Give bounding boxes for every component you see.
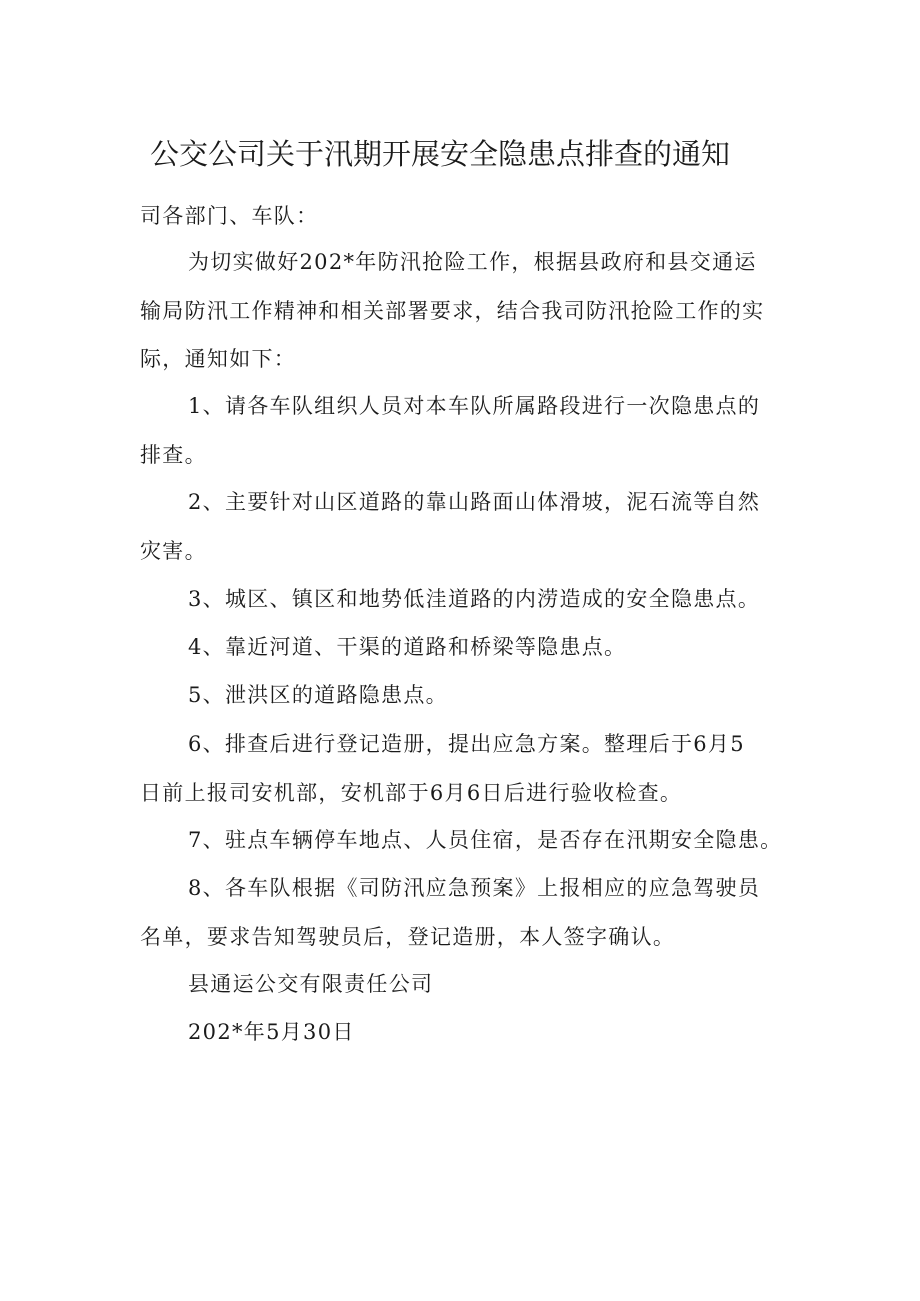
signature-block xyxy=(140,960,788,1009)
intro-paragraph xyxy=(140,238,788,384)
list-item-line: 4、靠近河道、干渠的道路和桥梁等隐患点。 xyxy=(188,635,627,659)
list-item-line: 6、排查后进行登记造册，提出应急方案。整理后于6月5 xyxy=(188,732,745,756)
list-item-line: 5、泄洪区的道路隐患点。 xyxy=(188,683,448,707)
list-item-2 xyxy=(140,478,788,575)
intro-line: 际，通知如下： xyxy=(140,347,297,371)
list-item-1 xyxy=(140,382,788,479)
salutation xyxy=(140,192,788,241)
list-item-line: 8、各车队根据《司防汛应急预案》上报相应的应急驾驶员 xyxy=(188,876,761,900)
list-item-line: 灾害。 xyxy=(140,538,207,563)
issue-date: 202*年5月30日 xyxy=(188,1020,355,1044)
list-item-line: 2、主要针对山区道路的靠山路面山体滑坡，泥石流等自然 xyxy=(188,490,761,514)
list-item-8 xyxy=(140,864,788,961)
list-item-line: 1、请各车队组织人员对本车队所属路段进行一次隐患点的 xyxy=(188,394,761,418)
list-item-line: 排查。 xyxy=(140,442,207,467)
list-item-4 xyxy=(140,623,788,672)
list-item-line: 3、城区、镇区和地势低洼道路的内涝造成的安全隐患点。 xyxy=(188,587,761,611)
intro-line: 为切实做好202*年防汛抢险工作，根据县政府和县交通运 xyxy=(188,250,757,274)
signer-name: 县通运公交有限责任公司 xyxy=(188,972,434,996)
list-item-line: 日前上报司安机部，安机部于6月6日后进行验收检查。 xyxy=(140,780,683,805)
list-item-3 xyxy=(140,575,788,624)
document-title: 公交公司关于汛期开展安全隐患点排查的通知 xyxy=(150,137,731,171)
date-block xyxy=(140,1008,788,1057)
list-item-7 xyxy=(140,816,788,865)
list-item-line: 7、驻点车辆停车地点、人员住宿，是否存在汛期安全隐患。 xyxy=(188,828,783,852)
list-item-line: 名单，要求告知驾驶员后，登记造册，本人签字确认。 xyxy=(140,924,676,949)
intro-line: 输局防汛工作精神和相关部署要求，结合我司防汛抢险工作的实 xyxy=(140,298,765,323)
salutation-line: 司各部门、车队： xyxy=(140,204,319,228)
list-item-6 xyxy=(140,720,788,817)
list-item-5 xyxy=(140,671,788,720)
